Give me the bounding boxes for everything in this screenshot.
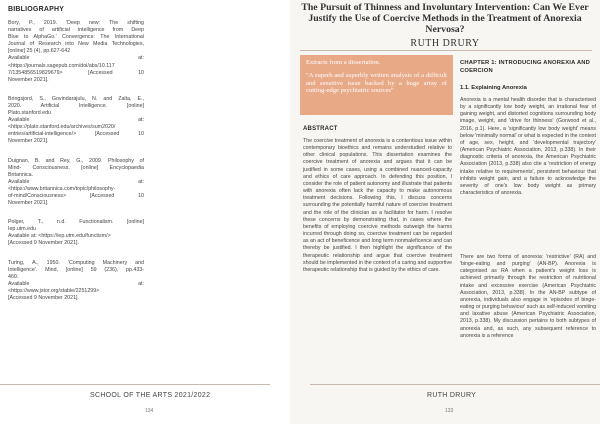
reference-line: Available at: xyxy=(8,280,144,287)
reference-entry xyxy=(8,219,144,247)
author-name: RUTH DRURY xyxy=(410,38,480,49)
footer-author: RUTH DRURY xyxy=(427,392,477,399)
reference-entry xyxy=(8,20,144,84)
reference-line: narratives of artificial intelligence from Deep xyxy=(8,27,144,34)
reference-line: of-mind/Consciousness> [Accessed 10 xyxy=(8,192,144,199)
reference-line: 2020. Artificial Intelligence. [online] xyxy=(8,102,144,109)
reference-line: November 2021]. xyxy=(8,200,49,207)
reference-line: Mind- Consciousness. [online] Encyclopaedia xyxy=(8,164,144,171)
page-number-left: 134 xyxy=(145,408,154,414)
reference-line: <https://www.britannica.com/topic/philosophy- xyxy=(8,185,116,192)
reference-line: 7/1354856519829679> [Accessed 10 xyxy=(8,69,144,76)
body-paragraph-2: There are two forms of anorexia: 'restrictive' (RA) and 'binge-eating and purging' (AN-BP). Anorexia is categorised as RA when a patient's weight loss is achieved primarily through the restriction of nutritional intake and excessive exercise (American Psychiatric Association, 2013, p.338). In the AN-BP subtype of anorexia, individuals also engage in 'episodes of binge-eating or purging behaviour' such as self-induced vomiting and laxative abuse (American Psychiatric Association, 2013, p.338). My discussion pertains to both subtypes of anorexia and, as such, any subsequent reference to anorexia is a reference xyxy=(460,254,596,339)
section-heading: 1.1. Explaining Anorexia xyxy=(460,85,527,91)
reference-line: Intelligence'. Mind, [online] 59 (236), pp.433- xyxy=(8,266,144,273)
chapter-heading: CHAPTER 1: INTRODUCING ANOREXIA AND COERCION xyxy=(460,60,591,74)
footer-rule-right xyxy=(310,384,600,385)
reference-line: [Accessed 9 November 2021]. xyxy=(8,295,79,301)
reference-entry xyxy=(8,260,144,303)
reference-line: Britannica. xyxy=(8,171,34,178)
reference-entry xyxy=(8,158,144,208)
reference-line: Available at: xyxy=(8,117,144,124)
abstract-heading: ABSTRACT xyxy=(303,126,338,132)
abstract-text: The coercive treatment of anorexia is a contentious issue within contemporary bioethics and remains understudied relative to other clinical populations. This dissertation examines the coercive treatment of anorexia and argues that it can be justified in some cases, using a combined nuanced-capacity and ethics of care approach. In defending this position, I consider the role of patient autonomy and illustrate that patients with anorexia often lack the capacity to make autonomous treatment decisions. Following this, I discuss concerns surrounding the potentially harmful nature of coercive treatment and the role of the clinician as a facilitator for harm. I resolve these concerns by demonstrating that, in cases where the benefits of employing coercive methods outweigh the harms incurred through doing so, coercive treatment can be regarded as an act of beneficence and long term nonmaleficence and can thereby be justified. I then highlight the significance of the therapeutic relationship and argue that coercive treatment should be implemented in the context of a caring and supportive therapeutic relationship that is guided by the ethics of care. xyxy=(303,138,452,273)
reference-list xyxy=(8,20,144,314)
reference-line: Available at: xyxy=(8,55,144,62)
reference-line: Polger, T., n.d. Functionalism. [online] xyxy=(8,219,144,226)
reference-line: 460. xyxy=(8,273,19,280)
reference-line: [Accessed 9 November 2021]. xyxy=(8,240,79,247)
excerpt-quote: "A superb and superbly written analysis of a difficult and sensitive issue backed by a huge array of cutting-edge psychiatric sources" xyxy=(306,72,447,95)
excerpt-callout xyxy=(300,55,453,115)
title-rule xyxy=(300,50,592,51)
footer-rule-left xyxy=(0,384,270,385)
reference-line: <https://www.jstor.org/stable/2251299> xyxy=(8,287,100,294)
reference-line: Journal of Research into New Media Technologies, xyxy=(8,41,144,48)
page-number-right: 133 xyxy=(445,408,454,414)
reference-line: <https://journals.sagepub.com/doi/abs/10.117 xyxy=(8,62,115,69)
reference-line: Bringsjord, S., Govindarajulu, N. and Zalta, E., xyxy=(8,95,144,102)
reference-line: Blue to AlphaGo.' Convergence: The International xyxy=(8,34,144,41)
reference-line: Available at: xyxy=(8,178,144,185)
body-paragraph-1: Anorexia is a mental health disorder that is characterised by a significantly low body weight, an irrational fear of gaining weight, and distorted cognitions surrounding body image, weight, and 'drive for thinness' (Gorwood et al., 2016, p.1). Here, a 'significantly low body weight' means below 'minimally normal' or what is expected in the context of age, sex, height, and 'developmental trajectory' (American Psychiatric Association, 2013, p.338). In their diagnostic criteria of anorexia, the American Psychiatric Association (2013, p.338) also cite a 'restriction of energy intake relative to requirements', persistent behaviour that inhibits weight gain, and a failure to acknowledge the severity of one's low body weight as primary characteristics of anorexia. xyxy=(460,97,596,197)
reference-entry xyxy=(8,96,144,146)
footer-school: SCHOOL OF THE ARTS 2021/2022 xyxy=(90,392,211,399)
reference-line: November 2021]. xyxy=(8,76,49,83)
article-title: The Pursuit of Thinness and Involuntary Intervention: Can We Ever Justify the Use of Coercive Methods in the Treatment of Anorexia Nervosa? xyxy=(301,2,589,36)
reference-line: [online] 25 (4), pp.627-642 xyxy=(8,48,71,55)
reference-line: <https://plato.stanford.edu/archives/sum2020/ xyxy=(8,124,116,131)
reference-line: Duignan, B. and Rey, G., 2009. Philosophy of xyxy=(8,157,144,164)
reference-line: November 2021]. xyxy=(8,138,49,145)
reference-line: Bory, P., 2019. 'Deep new: The shifting xyxy=(8,20,144,26)
reference-line: Plato.stanford.edu xyxy=(8,110,51,117)
excerpt-heading: Extracts from a dissertation. xyxy=(306,59,381,66)
bibliography-heading: BIBLIOGRAPHY xyxy=(8,6,65,13)
reference-line: entries/artificial-intelligence/> [Accessed 10 xyxy=(8,131,144,138)
reference-line: Turing, A., 1950. 'Computing Machinery and xyxy=(8,259,144,266)
reference-line: Iep.utm.edu xyxy=(8,226,36,233)
reference-line: Available at: <https://iep.utm.edu/functism/> xyxy=(8,233,111,240)
